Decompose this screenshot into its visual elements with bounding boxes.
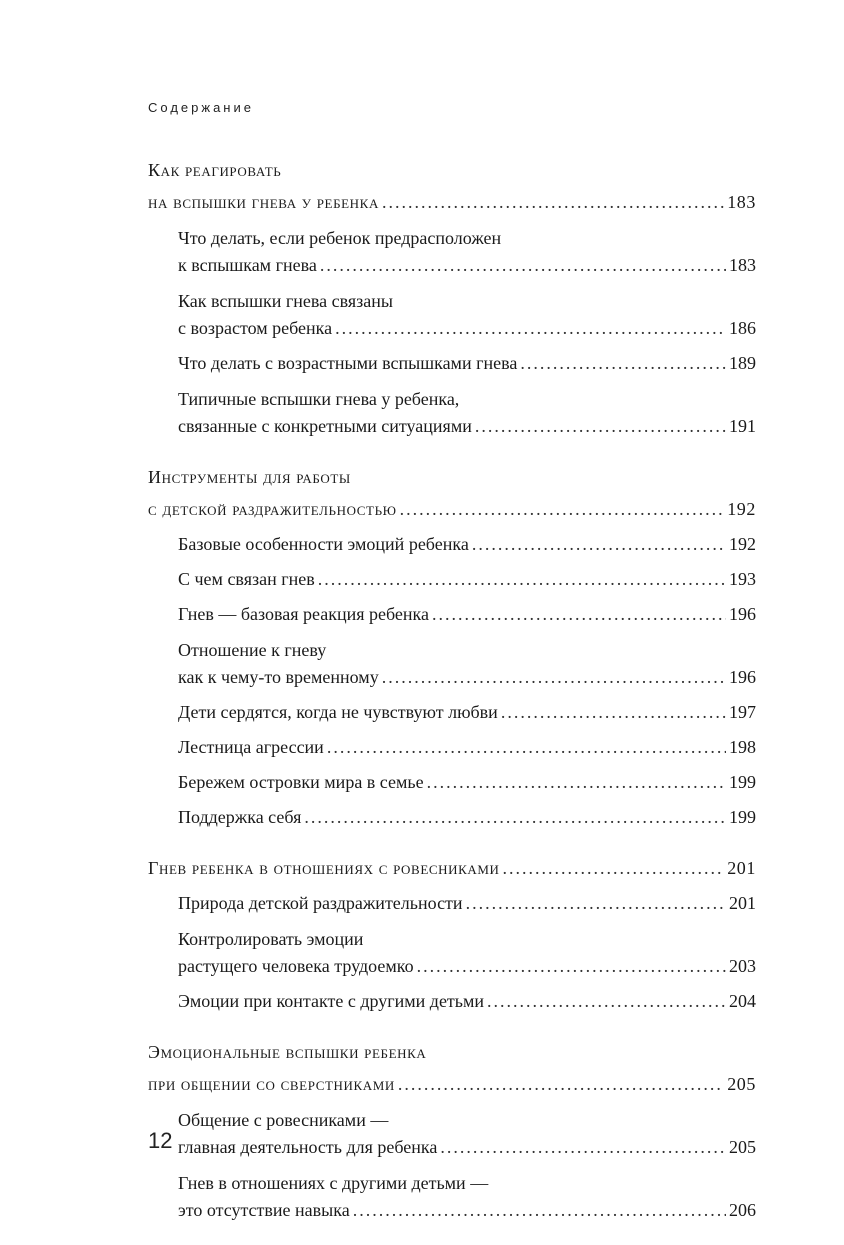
page-number: 196 xyxy=(729,604,756,624)
toc-entry[interactable] xyxy=(178,224,756,278)
leader-dots xyxy=(353,1197,726,1223)
toc-entry[interactable] xyxy=(178,734,756,760)
page-number: 198 xyxy=(729,737,756,757)
toc-chapter xyxy=(148,852,756,1014)
table-of-contents xyxy=(148,154,756,1245)
entry-line1: Типичные вспышки гнева у ребенка, xyxy=(178,389,460,409)
page-folio-number: 12 xyxy=(148,1128,173,1153)
leader-dots xyxy=(318,566,726,592)
entry-line2: Природа детской раздражительности xyxy=(178,893,463,913)
running-header: Содержание xyxy=(148,100,254,115)
leader-dots xyxy=(320,252,726,278)
chapter-title[interactable] xyxy=(148,1036,756,1100)
toc-entry[interactable] xyxy=(178,636,756,690)
chapter-title-line2: Гнев ребенка в отношениях с ровесниками xyxy=(148,858,500,878)
page-number: 191 xyxy=(729,416,756,436)
toc-entry[interactable] xyxy=(178,804,756,830)
entry-line2: с возрастом ребенка xyxy=(178,318,333,338)
leader-dots xyxy=(440,1134,726,1160)
toc-entry[interactable] xyxy=(178,699,756,725)
chapter-title[interactable] xyxy=(148,852,756,884)
leader-dots xyxy=(503,852,725,884)
entry-line2: это отсутствие навыка xyxy=(178,1200,350,1220)
toc-entry[interactable] xyxy=(178,769,756,795)
toc-entry[interactable] xyxy=(178,385,756,439)
chapter-title[interactable] xyxy=(148,154,756,218)
page-number: 193 xyxy=(729,569,756,589)
chapter-title-line2: при общении со сверстниками xyxy=(148,1074,395,1094)
page-number: 204 xyxy=(729,991,756,1011)
entry-line1: Контролировать эмоции xyxy=(178,929,364,949)
toc-entry[interactable] xyxy=(178,988,756,1014)
toc-entry[interactable] xyxy=(178,287,756,341)
page-number: 199 xyxy=(729,772,756,792)
entry-line1: Как вспышки гнева связаны xyxy=(178,291,393,311)
entry-line2: связанные с конкретными ситуациями xyxy=(178,416,472,436)
page-number: 201 xyxy=(729,893,756,913)
page-number: 192 xyxy=(727,499,756,519)
toc-chapter xyxy=(148,154,756,439)
leader-dots xyxy=(520,350,726,376)
entry-line2: Лестница агрессии xyxy=(178,737,324,757)
entry-line1: Отношение к гневу xyxy=(178,640,327,660)
chapter-title-line1: Как реагировать xyxy=(148,160,282,180)
toc-entry[interactable] xyxy=(178,925,756,979)
entry-line2: как к чему-то временному xyxy=(178,667,379,687)
page-number: 199 xyxy=(729,807,756,827)
toc-chapter xyxy=(148,461,756,830)
page-number: 206 xyxy=(729,1200,756,1220)
chapter-title-line2: на вспышки гнева у ребенка xyxy=(148,192,379,212)
leader-dots xyxy=(427,769,726,795)
chapter-title-line1: Инструменты для работы xyxy=(148,467,351,487)
leader-dots xyxy=(382,664,726,690)
leader-dots xyxy=(472,531,726,557)
entry-line2: С чем связан гнев xyxy=(178,569,315,589)
page-number: 196 xyxy=(729,667,756,687)
entry-line2: растущего человека трудоемко xyxy=(178,956,414,976)
page-number: 205 xyxy=(729,1137,756,1157)
entry-line1: Общение с ровесниками — xyxy=(178,1110,389,1130)
entry-line2: Эмоции при контакте с другими детьми xyxy=(178,991,485,1011)
page-number: 189 xyxy=(729,353,756,373)
leader-dots xyxy=(466,890,726,916)
toc-entry[interactable] xyxy=(178,890,756,916)
toc-entry[interactable] xyxy=(178,601,756,627)
leader-dots xyxy=(398,1068,724,1100)
entry-line2: главная деятельность для ребенка xyxy=(178,1137,438,1157)
leader-dots xyxy=(475,413,726,439)
page-number: 205 xyxy=(727,1074,756,1094)
leader-dots xyxy=(327,734,726,760)
chapter-title[interactable] xyxy=(148,461,756,525)
leader-dots xyxy=(432,601,726,627)
page-number: 183 xyxy=(727,192,756,212)
leader-dots xyxy=(487,988,726,1014)
page-number: 183 xyxy=(729,255,756,275)
page-number: 186 xyxy=(729,318,756,338)
entry-line2: Поддержка себя xyxy=(178,807,302,827)
leader-dots xyxy=(400,493,725,525)
entry-line1: Гнев в отношениях с другими детьми — xyxy=(178,1173,489,1193)
leader-dots xyxy=(417,953,726,979)
leader-dots xyxy=(501,699,726,725)
page-number: 201 xyxy=(727,858,756,878)
page-number: 192 xyxy=(729,534,756,554)
entry-line2: Бережем островки мира в семье xyxy=(178,772,424,792)
chapter-title-line2: с детской раздражительностью xyxy=(148,499,397,519)
toc-entry[interactable] xyxy=(178,1106,756,1160)
leader-dots xyxy=(335,315,726,341)
chapter-title-line1: Эмоциональные вспышки ребенка xyxy=(148,1042,427,1062)
entry-line2: Дети сердятся, когда не чувствуют любви xyxy=(178,702,498,722)
page-number: 197 xyxy=(729,702,756,722)
toc-entry[interactable] xyxy=(178,350,756,376)
entry-line2: Что делать с возрастными вспышками гнева xyxy=(178,353,518,373)
toc-entry[interactable] xyxy=(178,1169,756,1223)
entry-line1: Что делать, если ребенок предрасположен xyxy=(178,228,502,248)
entry-line2: Гнев — базовая реакция ребенка xyxy=(178,604,430,624)
toc-entry[interactable] xyxy=(178,531,756,557)
entry-line2: к вспышкам гнева xyxy=(178,255,317,275)
leader-dots xyxy=(382,186,724,218)
leader-dots xyxy=(304,804,726,830)
toc-entry[interactable] xyxy=(178,566,756,592)
entry-line2: Базовые особенности эмоций ребенка xyxy=(178,534,469,554)
page-number: 203 xyxy=(729,956,756,976)
toc-chapter xyxy=(148,1036,756,1223)
